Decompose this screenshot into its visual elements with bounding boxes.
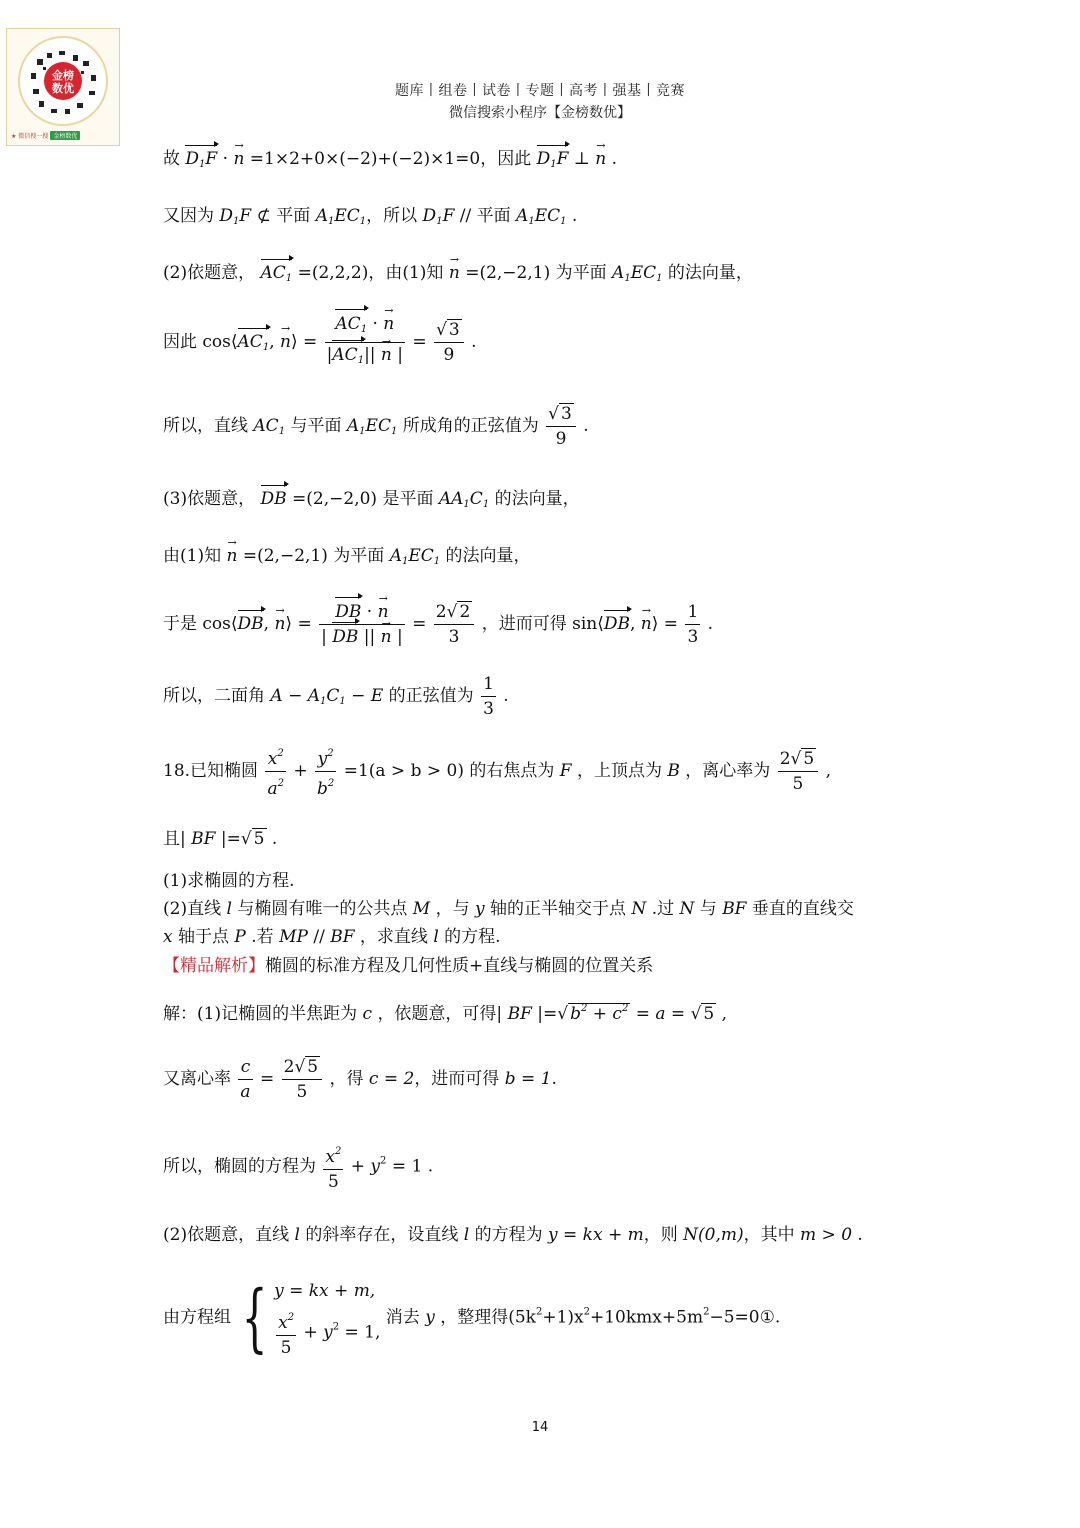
text-line: 18.已知椭圆 $\frac{x^2}{a^2}$ + $\frac{y^2}{b^2}$ =1(a > b > 0) 的右焦点为 F ，上顶点为 B ，离心率为 $\frac{2√ 5}{5}$ ,	[163, 742, 831, 801]
logo-text-1: 金榜	[52, 69, 74, 82]
text-line: 且| BF |=√ 5 .	[163, 829, 278, 849]
text-line: 于是 cos⟨DB, → n⟩ = $\frac{DB \cdot \to n}{| DB || \to n |}$ = $\frac{2√ 2}{3}$ ，进而可得 sin⟨DB, → n⟩ = $\frac{1}{3}$ .	[163, 600, 713, 649]
text-line: 由方程组 { y = kx + m, $\frac{x^2}{5}$ + $y^2 = 1$, 消去 y ，整理得$(5k^2+1)x^2+10kmx+5m^2-5=0①$.	[163, 1275, 781, 1361]
text-line: 又离心率 $\frac{c}{a}$ = $\frac{2√ 5}{5}$ ，得 c = 2，进而可得 b = 1.	[163, 1057, 557, 1102]
logo-caption: ★ 微信搜一搜 金榜数优	[11, 131, 115, 140]
header-links: 题库丨组卷丨试卷丨专题丨高考丨强基丨竞赛	[395, 83, 685, 99]
text-line: (2)依题意，直线 l 的斜率存在，设直线 l 的方程为 y = kx + m，则 N(0,m)，其中 m > 0 .	[163, 1225, 863, 1245]
text-line: (2)依题意， $AC_1 =(2,2,2)$，由(1)知 → n =(2,−2,1) 为平面 $A_1EC_1$ 的法向量，	[163, 262, 753, 290]
logo-text-2: 数优	[52, 82, 74, 95]
text-line: 解：(1)记椭圆的半焦距为 c ，依题意，可得| BF |=√ $b^2 + c^2 = a$ = √ 5 ,	[163, 1003, 728, 1024]
text-line: 故 $D_1F$ · → n =1×2+0×(−2)+(−2)×1=0，因此 $D_1F$ ⊥ → n .	[163, 148, 617, 176]
text-line: 所以，椭圆的方程为 $\frac{x^2}{5}$ + $y^2 = 1$ .	[163, 1140, 433, 1194]
text-line: 【精品解析】椭圆的标准方程及几何性质+直线与椭圆的位置关系	[163, 956, 654, 976]
text-line: (3)依题意， DB =(2,−2,0) 是平面 $AA_1C_1$ 的法向量，	[163, 489, 580, 510]
text-line: 所以，二面角 $A - A_1C_1 - E$ 的正弦值为 $\frac{1}{3}$ .	[163, 674, 509, 719]
text-line: 由(1)知 → n =(2,−2,1) 为平面 $A_1EC_1$ 的法向量，	[163, 545, 531, 573]
question-part-1: (1)求椭圆的方程.	[163, 871, 295, 891]
page-number: 14	[531, 1420, 549, 1435]
text-line: 又因为 $D_1F$ ⊄ 平面 $A_1EC_1$，所以 $D_1F$ // 平面 $A_1EC_1$ .	[163, 206, 578, 227]
text-line: (2)直线 l 与椭圆有唯一的公共点 M ，与 y 轴的正半轴交于点 N .过 N 与 BF 垂直的直线交	[163, 899, 854, 919]
text-line: x 轴于点 P .若 MP // BF ，求直线 l 的方程.	[163, 927, 501, 947]
text-line: 所以，直线 $AC_1$ 与平面 $A_1EC_1$ 所成角的正弦值为 $\frac{√ 3}{9}$ .	[163, 404, 589, 449]
header-subtitle: 微信搜索小程序【金榜数优】	[449, 105, 631, 121]
text-line: 因此 $\cos⟨AC_1$, → n⟩ = $\frac{AC_1 \cdot \to n}{|AC_1|| \to n |}$ = $\frac{√ 3}{9}$ .	[163, 312, 477, 373]
analysis-tag: 【精品解析】	[163, 956, 265, 976]
